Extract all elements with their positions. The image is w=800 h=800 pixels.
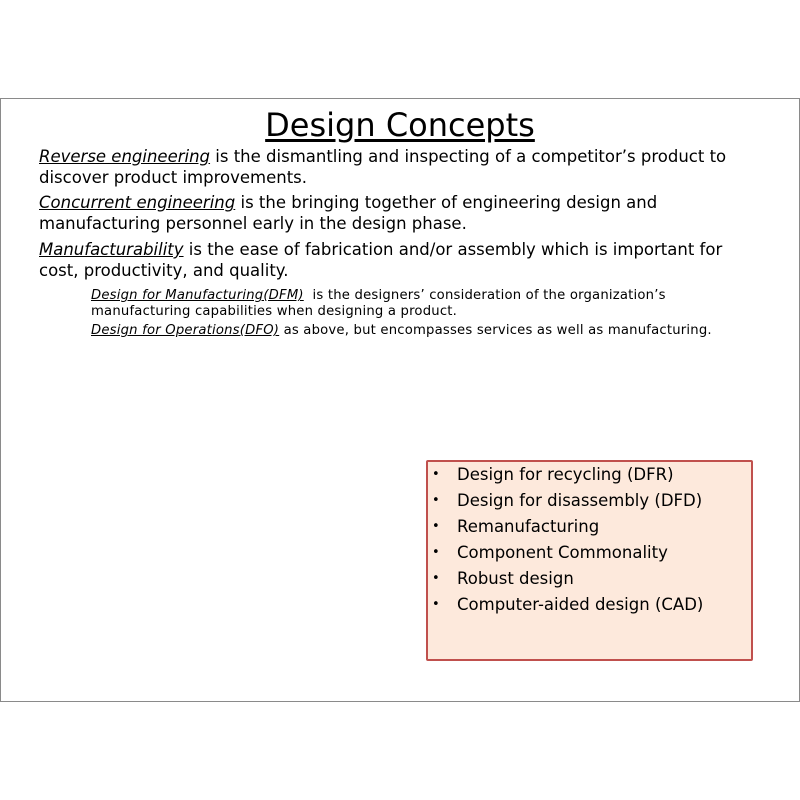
list-item (428, 516, 751, 542)
bullet-icon: • (432, 597, 440, 612)
bullet-icon: • (432, 519, 440, 534)
definition-reverse-engineering: is the dismantling and inspecting of a competitor’s product to discover product improvements. (39, 147, 727, 187)
definition-manufacturability: is the ease of fabrication and/or assembly which is important for cost, productivity, and quality. (39, 240, 723, 280)
list-item-text: Computer-aided design (CAD) (457, 595, 704, 614)
list-item (428, 594, 751, 620)
list-item (428, 542, 751, 568)
list-item-text: Robust design (457, 569, 574, 588)
list-item-text: Remanufacturing (457, 517, 600, 536)
bullet-icon: • (432, 545, 440, 560)
list-item (428, 568, 751, 594)
paragraph-concurrent-engineering (39, 192, 759, 234)
term-reverse-engineering: Reverse engineering (39, 147, 211, 166)
bullet-icon: • (432, 467, 440, 482)
slide-title: Design Concepts (265, 106, 535, 144)
list-item (428, 464, 751, 490)
list-item (428, 490, 751, 516)
paragraph-manufacturability (39, 239, 759, 281)
list-item-text: Component Commonality (457, 543, 668, 562)
term-dfo: Design for Operations(DFO) (91, 323, 280, 338)
bullet-icon: • (432, 571, 440, 586)
list-item-text: Design for disassembly (DFD) (457, 491, 703, 510)
list-item-text: Design for recycling (DFR) (457, 465, 674, 484)
design-approaches-list (428, 464, 751, 620)
term-concurrent-engineering: Concurrent engineering (39, 193, 236, 212)
paragraph-reverse-engineering (39, 146, 759, 188)
term-dfm: Design for Manufacturing(DFM) (91, 288, 304, 303)
subparagraph-dfm (91, 288, 731, 320)
bullet-icon: • (432, 493, 440, 508)
definition-dfm: is the designers’ consideration of the organization’s manufacturing capabilities when designing a product. (91, 288, 671, 319)
definition-dfo: as above, but encompasses services as well as manufacturing. (279, 323, 712, 338)
subparagraph-dfo (91, 323, 731, 339)
term-manufacturability: Manufacturability (39, 240, 184, 259)
design-approaches-box (426, 460, 753, 661)
definition-concurrent-engineering: is the bringing together of engineering design and manufacturing personnel early in the design phase. (39, 193, 658, 233)
